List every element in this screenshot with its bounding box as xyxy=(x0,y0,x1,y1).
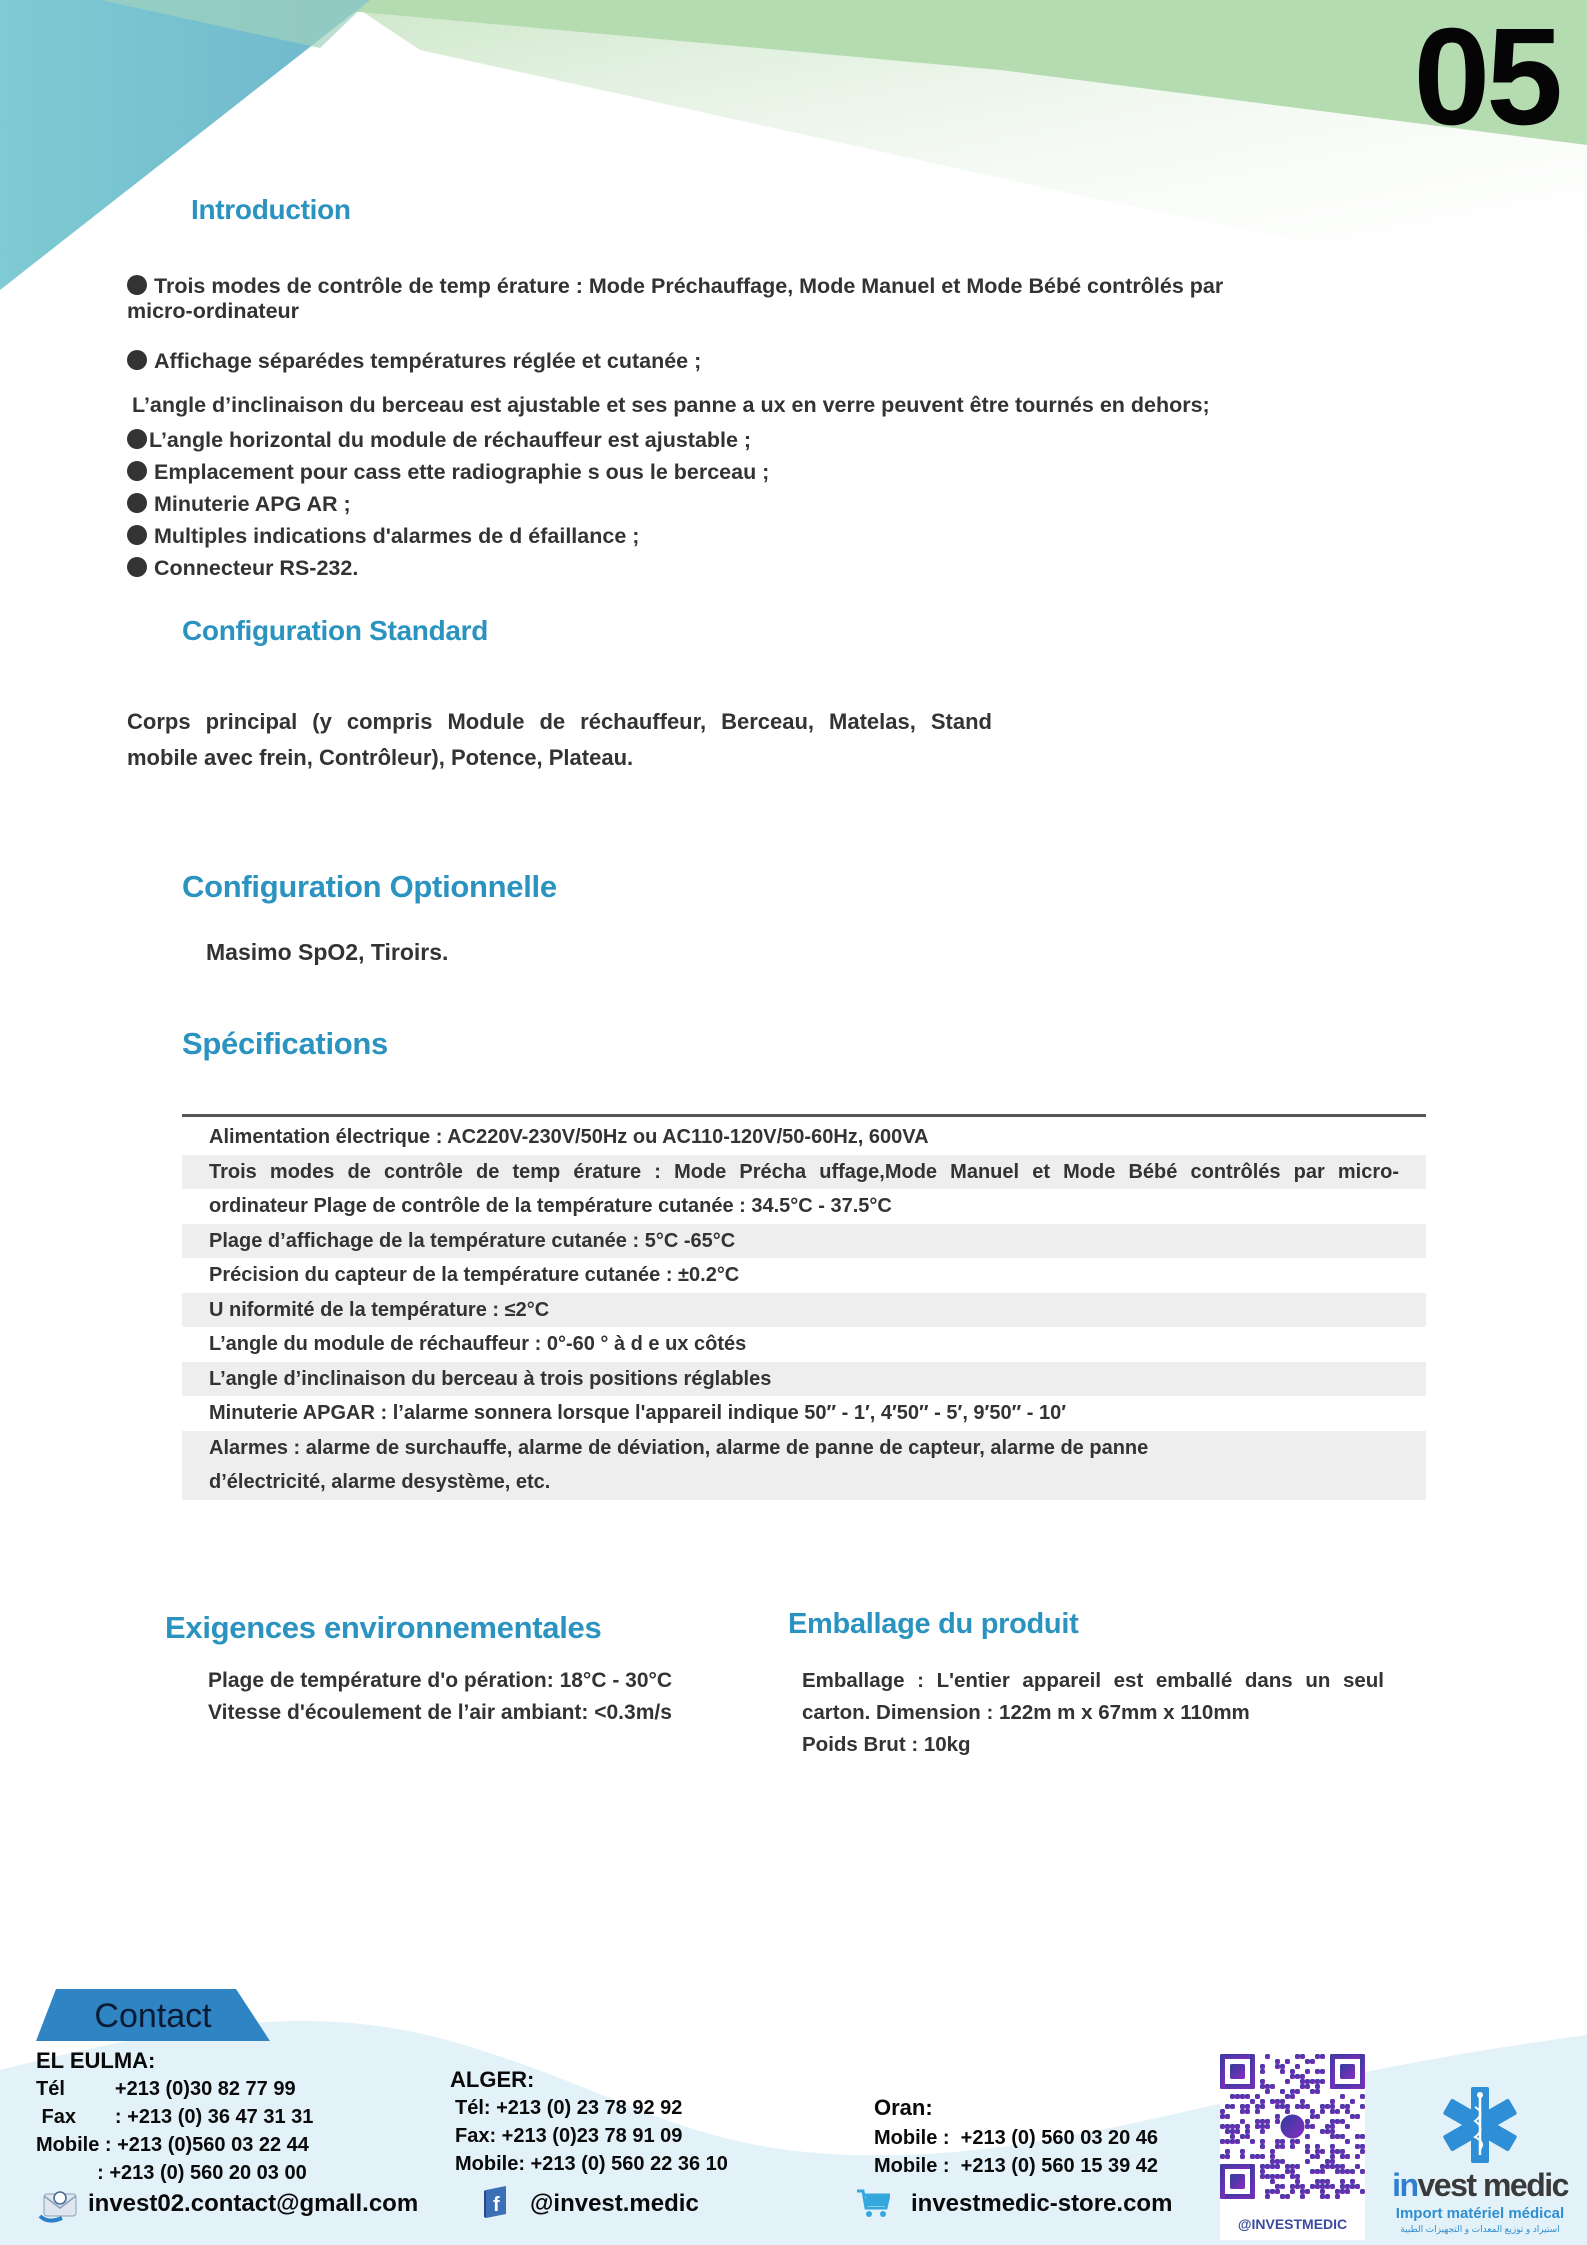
packaging-line1: Emballage : L'entier appareil est emballé dans un seul xyxy=(802,1669,1384,1692)
intro-item-text: Affichage séparédes températures réglée et cutanée ; xyxy=(154,349,702,373)
el-eulma-fax: Fax : +213 (0) 36 47 31 31 xyxy=(36,2106,314,2128)
header-decoration xyxy=(0,0,1587,320)
facebook-link[interactable]: @invest.medic xyxy=(530,2190,699,2217)
intro-item xyxy=(127,460,769,485)
brand-arabic-tagline: استيراد و توزيع المعدات و التجهيزات الطبية xyxy=(1400,2224,1560,2234)
brand-name-prefix: in xyxy=(1392,2167,1418,2203)
bullet-icon xyxy=(127,493,147,513)
spec-row: L’angle d’inclinaison du berceau à trois positions réglables xyxy=(182,1362,1426,1397)
el-eulma-mobile1: Mobile : +213 (0)560 03 22 44 xyxy=(36,2134,309,2156)
spec-row: d’électricité, alarme desystème, etc. xyxy=(182,1465,1426,1500)
packaging-line2: carton. Dimension : 122m m x 67mm x 110mm xyxy=(802,1701,1250,1724)
bullet-icon xyxy=(127,275,147,295)
config-optional-text: Masimo SpO2, Tiroirs. xyxy=(206,939,449,965)
packaging-line3: Poids Brut : 10kg xyxy=(802,1733,971,1756)
oran-mobile1: Mobile : +213 (0) 560 03 20 46 xyxy=(874,2127,1159,2149)
brand-name xyxy=(1375,2167,1585,2204)
intro-item xyxy=(132,393,1210,418)
environment-line1: Plage de température d'o pération: 18°C - 30°C xyxy=(208,1669,673,1692)
intro-item-text: micro-ordinateur xyxy=(127,299,300,323)
intro-item xyxy=(127,428,751,453)
bullet-icon xyxy=(127,461,147,481)
intro-item-text: L’angle d’inclinaison du berceau est ajustable et ses panne a ux en verre peuvent être tournés en dehors; xyxy=(132,393,1210,417)
intro-item-text: Minuterie APG AR ; xyxy=(154,492,351,516)
intro-item xyxy=(127,556,358,581)
facebook-icon xyxy=(482,2186,508,2218)
intro-item-text: Multiples indications d'alarmes de d éfaillance ; xyxy=(154,524,640,548)
specifications-heading: Spécifications xyxy=(182,1026,388,1061)
oran-city: Oran: xyxy=(874,2095,933,2120)
config-standard-line2: mobile avec frein, Contrôleur), Potence, Plateau. xyxy=(127,745,634,770)
svg-text:f: f xyxy=(493,2194,500,2216)
qr-label: @INVESTMEDIC xyxy=(1237,2216,1348,2232)
alger-fax: Fax: +213 (0)23 78 91 09 xyxy=(455,2125,683,2147)
environment-line2: Vitesse d'écoulement de l’air ambiant: <0.3m/s xyxy=(208,1701,672,1724)
config-standard-heading: Configuration Standard xyxy=(182,615,489,646)
shopping-cart-icon xyxy=(856,2188,890,2218)
config-standard-line1: Corps principal (y compris Module de réchauffeur, Berceau, Matelas, Stand xyxy=(127,709,992,734)
spec-row: L’angle du module de réchauffeur : 0°-60 ° à d e ux côtés xyxy=(209,1333,747,1355)
email-link[interactable]: invest02.contact@gmall.com xyxy=(88,2190,419,2217)
spec-table xyxy=(182,1120,1426,1500)
intro-item-text: Connecteur RS-232. xyxy=(154,556,359,580)
spec-row: Précision du capteur de la température cutanée : ±0.2°C xyxy=(209,1264,740,1286)
intro-item xyxy=(127,299,299,324)
intro-item xyxy=(127,492,351,517)
intro-item xyxy=(127,524,639,549)
brand-name-rest: vest medic xyxy=(1417,2167,1568,2203)
spec-row: Plage d’affichage de la température cutanée : 5°C -65°C xyxy=(182,1224,1426,1259)
spec-divider xyxy=(182,1114,1426,1117)
intro-item-text: Trois modes de contrôle de temp érature : Mode Préchauffage, Mode Manuel et Mode Bébé contrôlés par xyxy=(154,274,1224,298)
contact-label: Contact xyxy=(94,1997,212,2035)
star-of-life-icon xyxy=(1440,2085,1520,2165)
spec-row: Alarmes : alarme de surchauffe, alarme de déviation, alarme de panne de capteur, alarme de panne xyxy=(182,1431,1426,1466)
alger-city: ALGER: xyxy=(450,2067,535,2092)
config-optional-heading: Configuration Optionnelle xyxy=(182,869,557,904)
bullet-icon xyxy=(127,557,147,577)
intro-item-text: Emplacement pour cass ette radiographie s ous le berceau ; xyxy=(154,460,770,484)
brand-logo xyxy=(1375,2085,1585,2245)
spec-row: Trois modes de contrôle de temp érature : Mode Précha uffage,Mode Manuel et Mode Bébé contrôlés par micro- xyxy=(182,1155,1426,1190)
page-number: 05 xyxy=(1413,0,1559,154)
spec-row: ordinateur Plage de contrôle de la température cutanée : 34.5°C - 37.5°C xyxy=(209,1195,892,1217)
website-link[interactable]: investmedic-store.com xyxy=(911,2190,1173,2217)
alger-mobile: Mobile: +213 (0) 560 22 36 10 xyxy=(455,2153,728,2175)
alger-tel: Tél: +213 (0) 23 78 92 92 xyxy=(455,2097,683,2119)
el-eulma-tel: Tél +213 (0)30 82 77 99 xyxy=(36,2078,296,2100)
intro-item-text: L’angle horizontal du module de réchauffeur est ajustable ; xyxy=(149,428,752,452)
bullet-icon xyxy=(127,350,147,370)
bullet-icon xyxy=(127,525,147,545)
spec-row: U niformité de la température : ≤2°C xyxy=(182,1293,1426,1328)
el-eulma-mobile2: : +213 (0) 560 20 03 00 xyxy=(36,2162,307,2184)
oran-mobile2: Mobile : +213 (0) 560 15 39 42 xyxy=(874,2155,1159,2177)
qr-code-block[interactable] xyxy=(1220,2040,1365,2240)
el-eulma-city: EL EULMA: xyxy=(36,2048,156,2073)
packaging-heading: Emballage du produit xyxy=(788,1608,1079,1640)
introduction-heading: Introduction xyxy=(191,194,351,225)
environment-heading: Exigences environnementales xyxy=(165,1610,602,1645)
intro-item xyxy=(127,274,1223,299)
intro-item xyxy=(127,349,701,374)
spec-row: Minuterie APGAR : l’alarme sonnera lorsque l'appareil indique 50″ - 1′, 4′50″ - 5′, 9′50″ - 10′ xyxy=(209,1402,1066,1424)
brand-tagline: Import matériel médical xyxy=(1395,2205,1565,2222)
bullet-icon xyxy=(127,429,147,449)
spec-row: Alimentation électrique : AC220V-230V/50Hz ou AC110-120V/50-60Hz, 600VA xyxy=(209,1126,929,1148)
qr-code[interactable] xyxy=(1220,2054,1365,2199)
email-icon xyxy=(38,2188,80,2224)
